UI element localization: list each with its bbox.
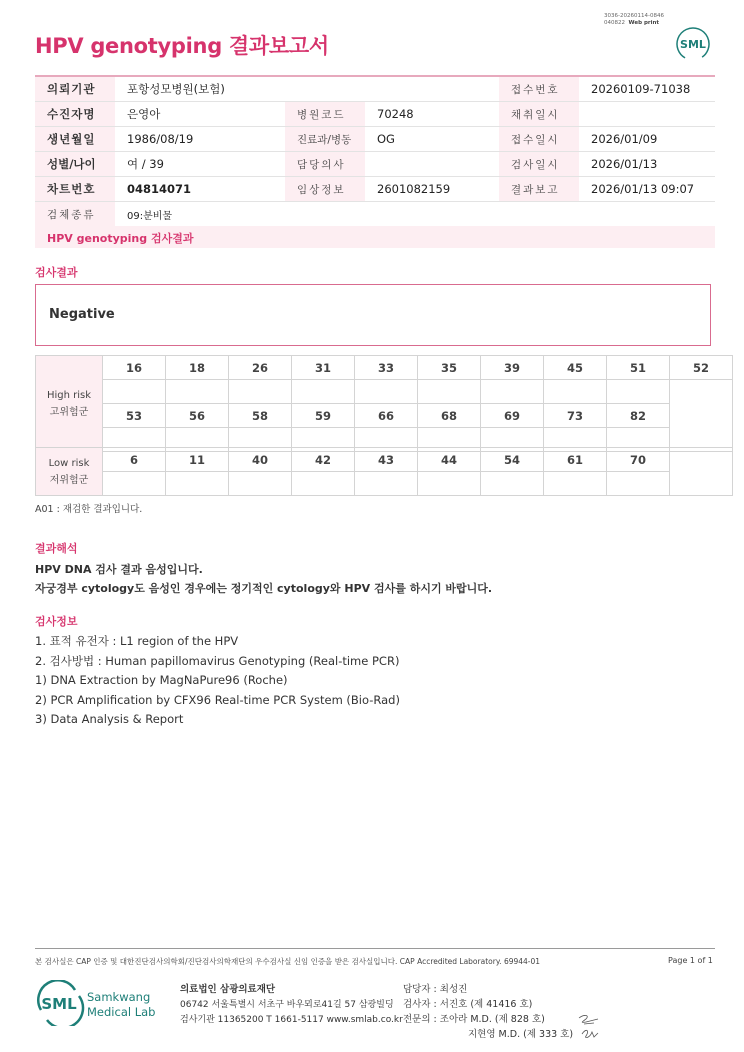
high-risk-label (36, 356, 103, 452)
logo-medical-lab-text: Medical Lab (87, 1005, 156, 1019)
high-risk-table (35, 355, 733, 452)
test-info-line: 1) DNA Extraction by MagNaPure96 (Roche) (35, 673, 288, 687)
section-band (35, 226, 715, 248)
retest-note: A01 : 재검한 결과입니다. (35, 504, 143, 515)
result-cell (670, 448, 733, 496)
test-info-line: 2. 검사방법 : Human papillomavirus Genotyping (Real-time PCR) (35, 653, 400, 668)
genotype-cell: 45 (544, 356, 607, 380)
result-cell (355, 380, 418, 404)
value-requester: 포항성모병원(보험) (115, 76, 499, 102)
result-cell (103, 472, 166, 496)
tester-line: 검사자 : 서진호 (제 41416 호) (403, 999, 533, 1010)
result-cell (607, 380, 670, 404)
result-cell (355, 472, 418, 496)
result-cell (229, 472, 292, 496)
genotype-cell: 58 (229, 404, 292, 428)
value-patient-name: 은영아 (115, 102, 285, 127)
label-receipt-date: 접수일시 (499, 127, 579, 152)
web-print-label: Web print (628, 20, 660, 26)
test-info-label: 검사정보 (35, 615, 78, 628)
label-clinical-info: 임상정보 (285, 177, 365, 202)
label-test-date: 검사일시 (499, 152, 579, 177)
label-sex-age: 성별/나이 (35, 152, 115, 177)
manager-line: 담당자 : 최성진 (403, 984, 468, 995)
print-code (604, 13, 664, 27)
genotype-cell: 11 (166, 448, 229, 472)
genotype-cell: 31 (292, 356, 355, 380)
value-clinical-info: 2601082159 (365, 177, 499, 202)
label-chart-no: 차트번호 (35, 177, 115, 202)
report-title: HPV genotyping 결과보고서 (35, 34, 329, 58)
genotype-cell: 51 (607, 356, 670, 380)
genotype-cell: 35 (418, 356, 481, 380)
result-cell (418, 380, 481, 404)
genotype-cell: 66 (355, 404, 418, 428)
logo-sml-text: SML (41, 995, 77, 1013)
genotype-cell: 44 (418, 448, 481, 472)
result-cell (229, 380, 292, 404)
value-hospital-code: 70248 (365, 102, 499, 127)
result-cell (166, 380, 229, 404)
org-address: 06742 서울특별시 서초구 바우뫼로41길 57 삼광빌딩 (180, 1000, 394, 1010)
value-department: OG (365, 127, 499, 152)
label-birthdate: 생년월일 (35, 127, 115, 152)
genotype-cell: 33 (355, 356, 418, 380)
genotype-cell: 59 (292, 404, 355, 428)
genotype-cell: 6 (103, 448, 166, 472)
interpretation-line: HPV DNA 검사 결과 음성입니다. (35, 563, 203, 576)
value-collection-date (579, 102, 715, 127)
result-cell (103, 380, 166, 404)
genotype-cell: 43 (355, 448, 418, 472)
logo-samkwang-text: Samkwang (87, 990, 151, 1004)
genotype-cell: 69 (481, 404, 544, 428)
test-info-line: 1. 표적 유전자 : L1 region of the HPV (35, 634, 239, 648)
result-cell (607, 472, 670, 496)
result-box (35, 284, 711, 346)
sml-logo-icon (674, 26, 712, 62)
page-number: Page 1 of 1 (668, 956, 713, 965)
result-cell (292, 472, 355, 496)
genotype-cell: 26 (229, 356, 292, 380)
result-cell (544, 472, 607, 496)
low-risk-label-ko: 저위험군 (49, 474, 89, 486)
genotype-cell: 42 (292, 448, 355, 472)
genotype-cell: 52 (670, 356, 733, 380)
low-risk-label (36, 448, 103, 496)
test-info-list (35, 632, 400, 730)
value-test-date: 2026/01/13 (579, 152, 715, 177)
high-risk-label-en: High risk (46, 389, 92, 401)
section-title: HPV genotyping 검사결과 (47, 232, 194, 245)
value-receipt-no: 20260109-71038 (579, 76, 715, 102)
sml-logo-text: SML (680, 38, 706, 51)
result-cell (292, 380, 355, 404)
test-info-line: 2) PCR Amplification by CFX96 Real-time PCR System (Bio-Rad) (35, 692, 400, 707)
result-cell (481, 472, 544, 496)
value-doctor (365, 152, 499, 177)
low-risk-table (35, 447, 733, 496)
label-hospital-code: 병원코드 (285, 102, 365, 127)
signatories (403, 982, 573, 1042)
result-label: 검사결과 (35, 266, 78, 279)
result-value: Negative (49, 307, 115, 322)
low-risk-label-en: Low risk (48, 457, 90, 469)
genotype-cell: 82 (607, 404, 670, 428)
genotype-cell: 61 (544, 448, 607, 472)
genotype-cell: 70 (607, 448, 670, 472)
org-contact: 검사기관 11365200 T 1661-5117 www.smlab.co.kr (180, 1015, 403, 1025)
label-patient-name: 수진자명 (35, 102, 115, 127)
certification-text: 본 검사실은 CAP 인증 및 대한진단검사의학회/진단검사의학재단의 우수검사실 신임 인증을 받은 검사실입니다. CAP Accredited Laboratory. 69944-01 (35, 957, 541, 966)
value-chart-no: 04814071 (115, 177, 285, 202)
specialist-line: 지현영 M.D. (제 333 호) (468, 1029, 574, 1040)
value-sex-age: 여 / 39 (115, 152, 285, 177)
specialist-line: 전문의 : 조아라 M.D. (제 828 호) (403, 1014, 545, 1025)
print-code-line2: 040822 (604, 20, 625, 26)
genotype-cell: 40 (229, 448, 292, 472)
label-collection-date: 채취일시 (499, 102, 579, 127)
result-cell (544, 380, 607, 404)
result-cell (166, 472, 229, 496)
genotype-cell: 16 (103, 356, 166, 380)
result-cell (481, 380, 544, 404)
label-receipt-no: 접수번호 (499, 76, 579, 102)
high-risk-label-ko: 고위험군 (49, 406, 89, 418)
label-doctor: 담당의사 (285, 152, 365, 177)
value-receipt-date: 2026/01/09 (579, 127, 715, 152)
value-specimen: 09:분비물 (115, 202, 715, 227)
patient-info-table (35, 75, 715, 227)
print-code-line1: 3036-20260114-0846 (604, 13, 664, 19)
genotype-cell: 73 (544, 404, 607, 428)
organization-info (180, 982, 403, 1028)
genotype-cell: 39 (481, 356, 544, 380)
interpretation-line: 자궁경부 cytology도 음성인 경우에는 정기적인 cytology와 HPV 검사를 하시기 바랍니다. (35, 582, 493, 595)
interpretation-label: 결과해석 (35, 542, 78, 555)
signature-icon (576, 1010, 606, 1042)
samkwang-logo-icon (35, 980, 160, 1026)
label-specimen: 검체종류 (35, 202, 115, 227)
label-report-date: 결과보고 (499, 177, 579, 202)
genotype-cell: 18 (166, 356, 229, 380)
test-info-line: 3) Data Analysis & Report (35, 712, 184, 726)
genotype-cell: 54 (481, 448, 544, 472)
value-report-date: 2026/01/13 09:07 (579, 177, 715, 202)
genotype-cell: 68 (418, 404, 481, 428)
result-cell (418, 472, 481, 496)
org-name: 의료법인 삼광의료재단 (180, 984, 276, 995)
label-department: 진료과/병동 (285, 127, 365, 152)
interpretation-text (35, 560, 492, 598)
genotype-cell: 53 (103, 404, 166, 428)
label-requester: 의뢰기관 (35, 76, 115, 102)
value-birthdate: 1986/08/19 (115, 127, 285, 152)
genotype-cell: 56 (166, 404, 229, 428)
footer-divider (35, 948, 715, 949)
result-cell (670, 380, 733, 452)
